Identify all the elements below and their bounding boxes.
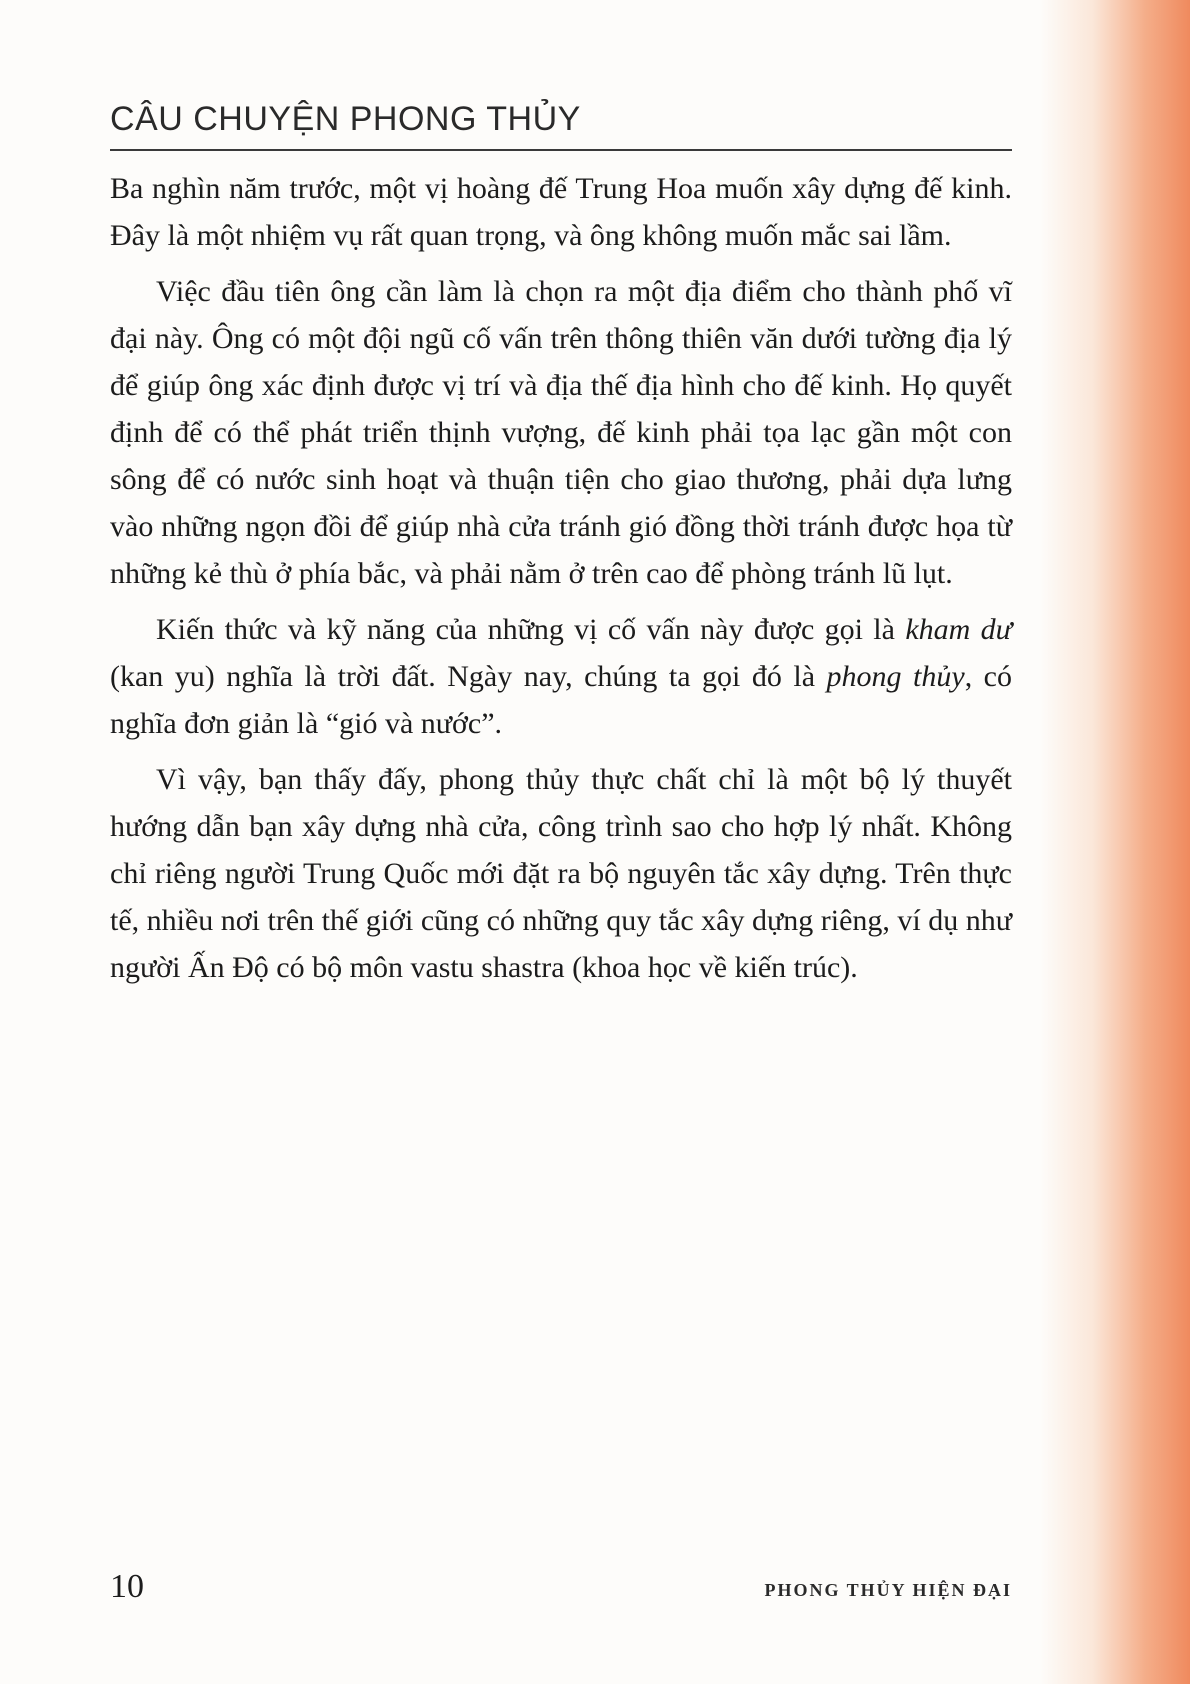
- paragraph-3-text-c: , có nghĩa đơn giản là “gió và nước”.: [110, 660, 1012, 740]
- body-text: [110, 165, 1012, 1000]
- paragraph-2: Việc đầu tiên ông cần làm là chọn ra một địa điểm cho thành phố vĩ đại này. Ông có một đội ngũ cố vấn trên thông thiên văn dưới tường địa lý để giúp ông xác định được vị trí và địa thế địa hình cho đế kinh. Họ quyết định để có thể phát triển thịnh vượng, đế kinh phải tọa lạc gần một con sông để có nước sinh hoạt và thuận tiện cho giao thương, phải dựa lưng vào những ngọn đồi để giúp nhà cửa tránh gió đồng thời tránh được họa từ những kẻ thù ở phía bắc, và phải nằm ở trên cao để phòng tránh lũ lụt.: [110, 275, 1012, 590]
- running-foot-book-title: PHONG THỦY HIỆN ĐẠI: [764, 1580, 1012, 1600]
- term-kham-du: kham dư: [905, 613, 1013, 646]
- paragraph-3-text-a: Kiến thức và kỹ năng của những vị cố vấn này được gọi là: [156, 613, 906, 646]
- paragraph-4: Vì vậy, bạn thấy đấy, phong thủy thực chất chỉ là một bộ lý thuyết hướng dẫn bạn xây dựng nhà cửa, công trình sao cho hợp lý nhất. Không chỉ riêng người Trung Quốc mới đặt ra bộ nguyên tắc xây dựng. Trên thực tế, nhiều nơi trên thế giới cũng có những quy tắc xây dựng riêng, ví dụ như người Ấn Độ có bộ môn vastu shastra (khoa học về kiến trúc).: [110, 763, 1012, 984]
- page-number: 10: [110, 1568, 144, 1605]
- page-edge-shadow: [1040, 0, 1190, 1684]
- term-phong-thuy: phong thủy: [826, 660, 965, 693]
- paragraph-3: [110, 606, 1012, 747]
- running-head-title: CÂU CHUYỆN PHONG THỦY: [110, 100, 581, 138]
- header-rule: [110, 149, 1012, 151]
- paragraph-1: Ba nghìn năm trước, một vị hoàng đế Trung Hoa muốn xây dựng đế kinh. Đây là một nhiệm vụ rất quan trọng, và ông không muốn mắc sai lầm.: [110, 172, 1012, 252]
- paragraph-3-text-b: (kan yu) nghĩa là trời đất. Ngày nay, chúng ta gọi đó là: [110, 660, 827, 693]
